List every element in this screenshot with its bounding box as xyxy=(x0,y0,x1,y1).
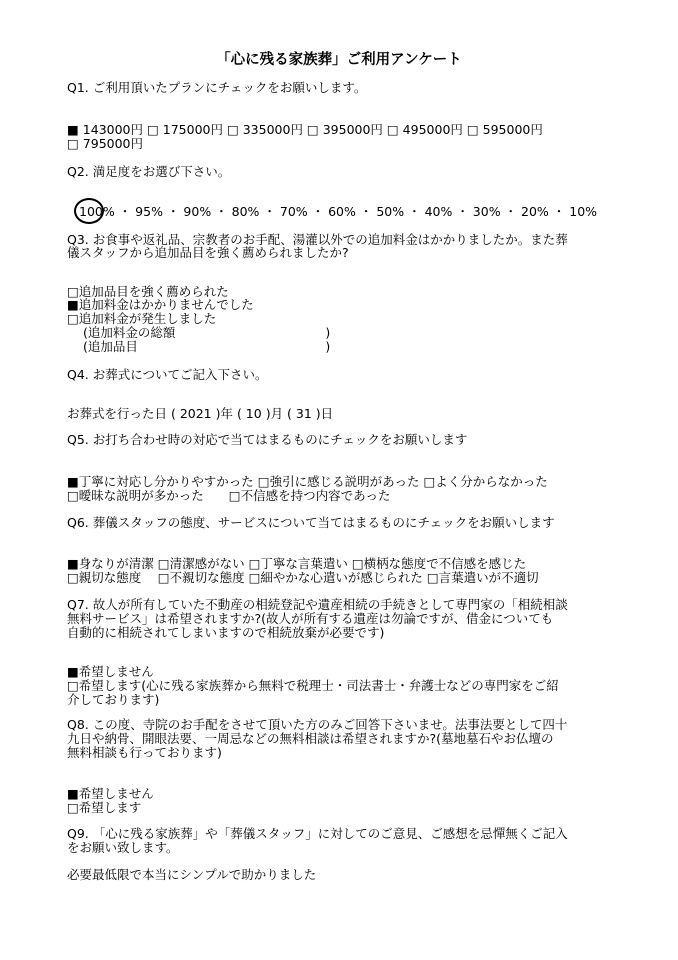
q4-question: Q4. お葬式についてご記入下さい。 xyxy=(67,367,268,382)
q5-options-line2[interactable]: □曖昧な説明が多かった □不信感を持つ内容であった xyxy=(67,488,391,503)
q7-question-line1: Q7. 故人が所有していた不動産の相続登記や遺産相続の手続きとして専門家の「相続相談 xyxy=(67,597,568,612)
q2-question: Q2. 満足度をお選び下さい。 xyxy=(67,164,231,179)
q3-extra-items: (追加品目 ) xyxy=(83,339,331,354)
q8-option-decline[interactable]: ■希望しません xyxy=(67,786,154,801)
q1-plan-options-continued[interactable]: □ 795000円 xyxy=(67,136,144,151)
q3-question-line2: 儀スタッフから追加品目を強く薦められましたか? xyxy=(67,245,349,260)
q7-option-request[interactable]: □希望します(心に残る家族葬から無料で税理士・司法書士・弁護士などの専門家をご紹 xyxy=(67,678,559,693)
q3-option-no-extra-fee[interactable]: ■追加料金はかかりませんでした xyxy=(67,297,254,312)
q8-option-request[interactable]: □希望します xyxy=(67,800,142,815)
q5-options-line1[interactable]: ■丁寧に対応し分かりやすかった □強引に感じる説明があった □よく分からなかった xyxy=(67,474,548,489)
q8-question-line3: 無料相談も行っております) xyxy=(67,745,222,760)
q6-question: Q6. 葬儀スタッフの態度、サービスについて当てはまるものにチェックをお願いします xyxy=(67,515,555,530)
q3-option-recommended[interactable]: □追加品目を強く薦められた xyxy=(67,284,229,299)
q8-question-line2: 九日や納骨、開眼法要、一周忌などの無料相談は希望されますか?(墓地墓石やお仏壇の xyxy=(67,731,554,746)
q7-option-decline[interactable]: ■希望しません xyxy=(67,664,154,679)
q2-satisfaction-scale[interactable]: 100% ・ 95% ・ 90% ・ 80% ・ 70% ・ 60% ・ 50% ・ 40% ・ 30% ・ 20% ・ 10% xyxy=(79,204,598,219)
q7-question-line3: 自動的に相続されてしまいますので相続放棄が必要です) xyxy=(67,625,385,640)
q1-plan-options[interactable]: ■ 143000円 □ 175000円 □ 335000円 □ 395000円 □ 495000円 □ 595000円 xyxy=(67,122,543,137)
q3-question-line1: Q3. お食事や返礼品、宗教者のお手配、湯灌以外での追加料金はかかりましたか。また葬 xyxy=(67,232,568,247)
q6-options-line1[interactable]: ■身なりが清潔 □清潔感がない □丁寧な言葉遣い □横柄な態度で不信感を感じた xyxy=(67,556,527,571)
q9-question-line2: をお願い致します。 xyxy=(67,840,179,855)
survey-title: 「心に残る家族葬」ご利用アンケート xyxy=(216,52,462,68)
q5-question: Q5. お打ち合わせ時の対応で当てはまるものにチェックをお願いします xyxy=(67,432,468,447)
q7-option-request-continued: 介しております) xyxy=(67,692,160,707)
q2-selected-circle xyxy=(74,198,104,224)
q9-answer: 必要最低限で本当にシンプルで助かりました xyxy=(67,867,317,882)
q3-extra-fee-total: (追加料金の総額 ) xyxy=(83,325,331,340)
q9-question-line1: Q9. 「心に残る家族葬」や「葬儀スタッフ」に対してのご意見、ご感想を忌憚無くご記入 xyxy=(67,826,568,841)
q3-option-extra-fee[interactable]: □追加料金が発生しました xyxy=(67,311,217,326)
q1-question: Q1. ご利用頂いたプランにチェックをお願いします。 xyxy=(67,80,367,95)
q4-funeral-date: お葬式を行った日 ( 2021 )年 ( 10 )月 ( 31 )日 xyxy=(67,406,334,421)
q6-options-line2[interactable]: □親切な態度 □不親切な態度 □細やかな心遣いが感じられた □言葉遣いが不適切 xyxy=(67,570,539,585)
q8-question-line1: Q8. この度、寺院のお手配をさせて頂いた方のみご回答下さいませ。法事法要として四十 xyxy=(67,717,568,732)
q7-question-line2: 無料サービス」は希望されますか?(故人が所有する遺産は勿論ですが、借金についても xyxy=(67,611,554,626)
